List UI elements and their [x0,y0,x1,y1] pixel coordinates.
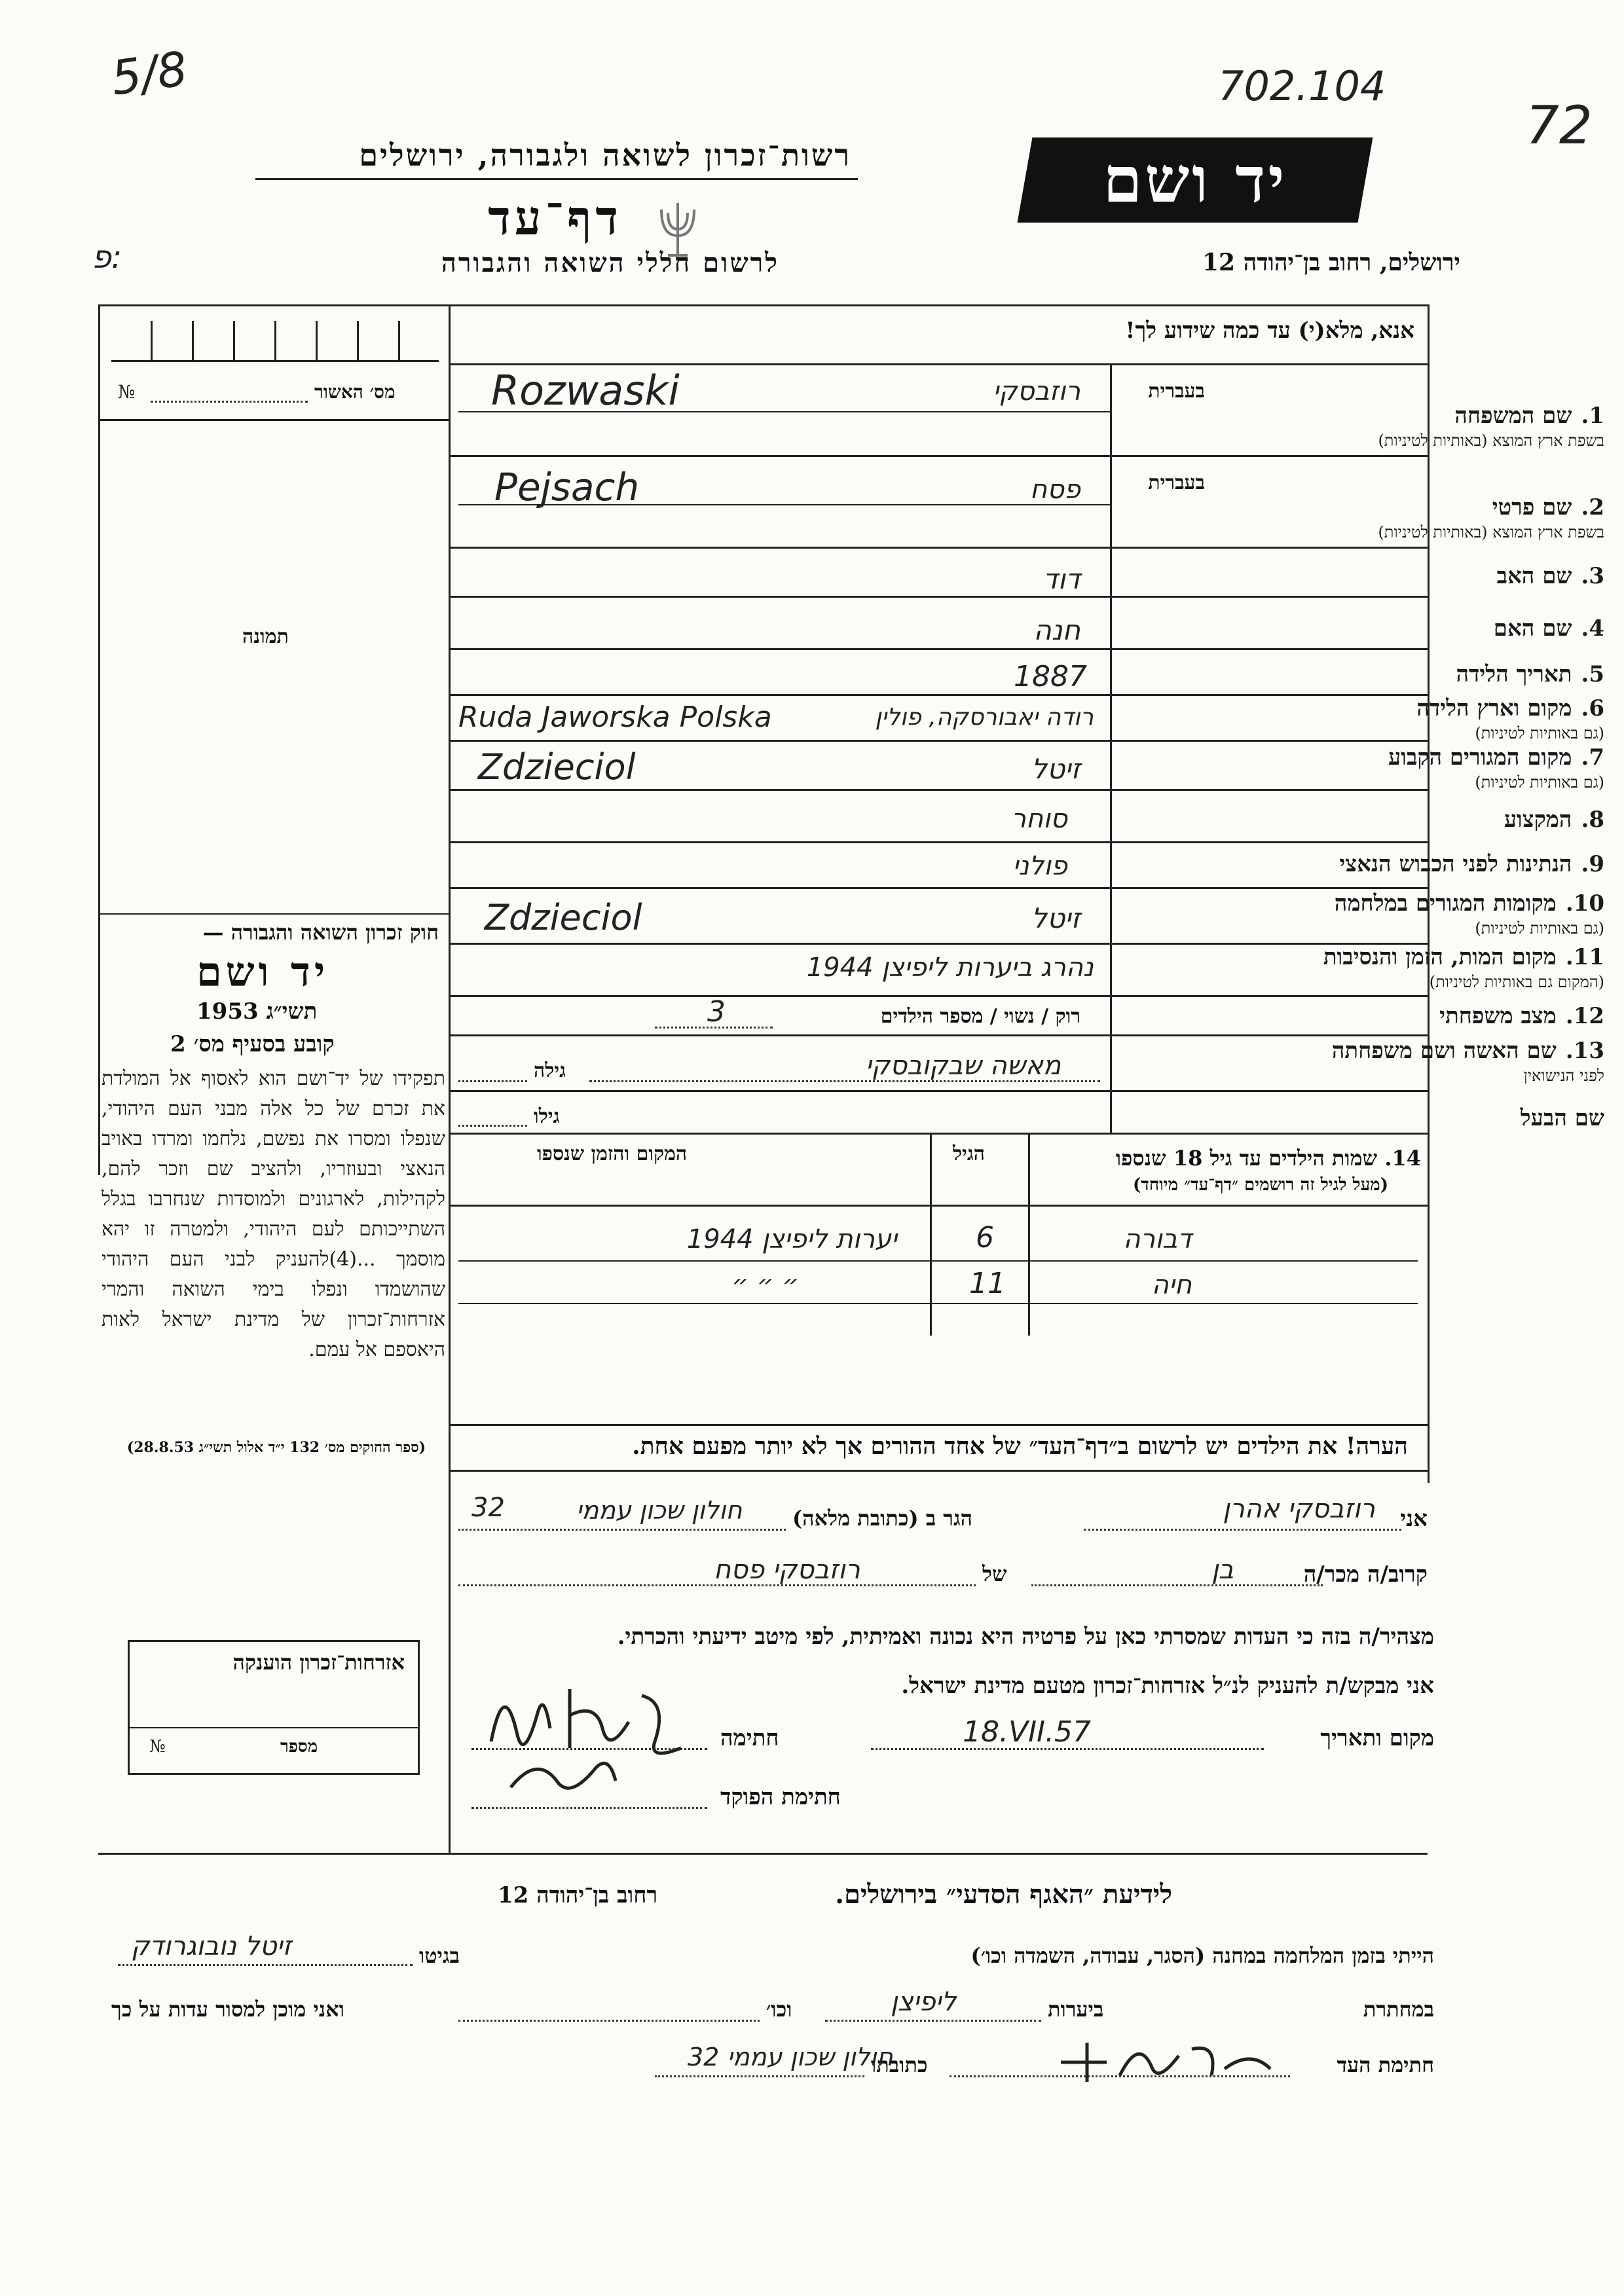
signature-label: חתימה [720,1725,779,1751]
field-label-4: 4.שם האם [1493,615,1604,642]
official-signature-field [471,1807,707,1809]
children-row-line-2 [458,1303,1418,1304]
wife-name-value[interactable]: מאשה שבקובסקי [865,1051,1061,1081]
children-count-value[interactable]: 3 [707,995,726,1029]
date-value[interactable]: 18.VII.57 [963,1715,1092,1749]
marital-status-options: רוק / נשוי / מספר הילדים [880,1005,1080,1028]
footer-title: לידיעת ״האגף הסדעי״ בירושלים. [835,1879,1172,1910]
sidebar-citation: (ספר החוקים מס׳ 132 י״ד אלול תשי״ג 28.8.53) [126,1439,426,1456]
declarant-address-value[interactable]: חולון שכון עממי [576,1496,743,1525]
birth-place-latin-value[interactable]: Ruda Jaworska Polska [458,701,772,734]
form-title: דף־עד [488,190,622,246]
field-label-11: 11.מקום המות, הזמן והנסיבות (המקום גם באותיות לטיניות) [1323,944,1604,991]
first-name-latin-value[interactable]: Pejsach [494,465,640,509]
child-1-name[interactable]: דבורה [1123,1224,1192,1254]
form-instruction: אנא, מלא(י) עד כמה שידוע לך! [1125,318,1414,344]
sidebar-section: קובע בסעיף מס׳ 2 [170,1031,335,1057]
children-col-divider-2 [930,1133,932,1336]
occupation-value[interactable]: סוחר [1011,804,1067,834]
field-label-7: 7.מקום המגורים הקבוע (גם באותיות לטיניות) [1388,744,1604,792]
husband-age-label: גילו [534,1105,560,1128]
field-label-5: 5.תאריך הלידה [1456,661,1604,687]
footer-forests-label: ביערות [1048,1997,1104,2022]
row-line-9 [449,887,1428,889]
children-section-subtitle: (מעל לגיל זה רושמים ״דף־עד״ מיוחד) [1132,1175,1388,1195]
relative-label: קרוב/ה מכר/ה [1303,1561,1428,1588]
child-1-age[interactable]: 6 [976,1221,994,1254]
footer-ghetto-label: בגיטו [419,1943,460,1968]
relation-field [1031,1584,1323,1586]
citizenship-number-line[interactable] [130,1727,418,1728]
frame-top [98,304,1428,306]
yad-vashem-logo [1018,137,1373,223]
citizenship-number-label: מספר [280,1737,318,1757]
field-label-12: 12.מצב משפחתי [1439,1003,1604,1029]
etc-field [458,2020,760,2022]
children-note: הערה! את הילדים יש לרשום ב״דף־העד״ של אחד ההורים אך לא יותר מפעם אחת. [632,1432,1408,1460]
label-column-divider [1110,363,1112,1133]
child-2-place[interactable]: ״ ״ ״ [731,1270,799,1300]
children-section-bottom [449,1424,1428,1426]
row-line-5 [449,694,1428,696]
husband-label: שם הבעל [1520,1105,1604,1131]
witness-address-field [655,2075,864,2077]
of-label: של [982,1561,1007,1586]
child-1-place[interactable]: יערות ליפיצן 1944 [686,1224,897,1254]
footer-camp-label: הייתי בזמן המלחמה במחנה (הסגר, עבודה, השמדה וכו׳) [970,1943,1434,1968]
declarant-name-field [1084,1529,1401,1531]
law-title: חוק זכרון השואה והגבורה — [202,920,439,945]
witness-signature-icon [1048,2023,1297,2095]
children-section-title: 14. שמות הילדים עד גיל 18 שנספו [1115,1146,1421,1171]
children-col-divider-1 [1028,1133,1030,1336]
citizenship-box [128,1640,420,1775]
first-name-hebrew-value[interactable]: פסח [1029,475,1080,505]
place-date-label: מקום ותאריך [1320,1725,1434,1751]
row-line-13 [449,1090,1428,1092]
wife-name-field [589,1080,1100,1082]
row-line-2 [449,547,1428,549]
row-line-4 [449,648,1428,650]
mother-name-value[interactable]: חנה [1033,614,1080,646]
forests-field [825,2020,1041,2022]
surname-hebrew-value[interactable]: רוזבסקי [993,376,1080,407]
nationality-value[interactable]: פולני [1012,851,1067,881]
relative-name-value[interactable]: רוזבסקי פסח [714,1555,860,1585]
authority-underline [255,178,858,180]
menorah-emblem-icon [648,196,707,262]
field-label-13: 13.שם האשה ושם משפחתה לפני הנישואין [1331,1038,1604,1085]
surname-latin-value[interactable]: Rozwaski [491,367,680,414]
citizenship-box-title: אזרחות־זכרון הוענקה [232,1650,405,1675]
photo-label: תמונה [242,625,289,648]
ghetto-value[interactable]: זיטל נובוגרודק [131,1931,292,1961]
logo-text: יד ושם [1103,143,1287,217]
place-date-field [871,1748,1264,1750]
header-address: ירושלים, רחוב בן־יהודה 12 [1202,249,1460,276]
row-line-7 [449,789,1428,791]
child-2-age[interactable]: 11 [969,1267,1006,1300]
children-row-line-1 [458,1260,1418,1262]
children-count-field [655,1027,773,1029]
row-line-12 [449,1034,1428,1036]
ghetto-field [118,1964,413,1966]
children-header-line [449,1205,1428,1207]
residence-latin-value[interactable]: Zdzieciol [478,746,636,788]
witness-signature-label: חתימת העד [1337,2052,1434,2077]
footer-etc-label: וכו׳ [766,1997,792,2022]
death-place-value[interactable]: נהרג ביערות ליפיצן 1944 [806,953,1094,983]
approval-number-sign: № [118,381,136,403]
witness-address-value[interactable]: חולון שכון עממי 32 [688,2043,893,2071]
tick-boxes [111,321,439,362]
frame-form-left [449,304,451,1853]
sidebar-logo: יד ושם [196,948,329,996]
field-label-1: 1.שם המשפחה בשפת ארץ המוצא (באותיות לטיניות) [1378,403,1604,450]
witness-address-label: כתובתו [871,2052,928,2077]
row-line-6 [449,740,1428,742]
field-label-8: 8.המקצוע [1504,807,1604,833]
declarant-address-detail[interactable]: 32 [471,1493,505,1523]
official-signature-icon [498,1741,629,1807]
row-line-3 [449,596,1428,598]
hebrew-word-2: בעברית [1148,471,1205,494]
declarant-name-value[interactable]: רוזבסקי אהרן [1223,1494,1375,1524]
residence-hebrew-value[interactable]: זיטל [1031,753,1080,785]
child-2-name[interactable]: חיה [1151,1270,1192,1300]
field-label-3: 3.שם האב [1496,563,1604,589]
field-label-10: 10.מקומות המגורים במלחמה (גם באותיות לטיניות) [1334,890,1604,938]
field-label-9: 9.הנתינות לפני הכבוש הנאצי [1339,851,1604,877]
father-name-value[interactable]: דוד [1043,563,1080,595]
citizenship-number-sign: № [149,1737,166,1757]
approval-underline [98,419,449,421]
children-age-header: הגיל [953,1142,986,1165]
wife-age-label: גילה [534,1059,566,1082]
sidebar-top-line [98,913,449,915]
birth-date-value[interactable]: 1887 [1014,660,1087,693]
declarant-address-field [458,1529,786,1531]
annotation-code: 702.104 [1218,62,1386,110]
row-line-1 [449,455,1428,457]
declaration-i-label: אני [1400,1506,1428,1532]
instruction-bottom [449,363,1428,365]
declaration-statement: מצהיר/ה בזה כי העדות שמסרתי כאן על פרטיה היא נכונה ואמיתית, לפי מיטב ידיעתי והכרתי. [617,1624,1434,1650]
form-subtitle: לרשום חללי השואה והגבורה [441,247,779,278]
forests-value[interactable]: ליפיצן [891,1987,957,2017]
field-label-6: 6.מקום וארץ הלידה (גם באותיות לטיניות) [1416,695,1604,742]
sidebar-year: תשי״ג 1953 [196,998,318,1025]
approval-label: מס׳ האשור [314,381,396,403]
sidebar-body: תפקידו של יד־ושם הוא לאסוף אל המולדת את זכרם של כל אלה מבני העם היהודי, שנפלו ומסרו את נפשם, נלחמו ומרדו באויב הנאצי ובעוזריו, ולהציב שם וזכר להם, לקהילות, לארגונים ולמוסדות שנחרבו בגלל השתייכותם לעם היהודי, ולמטרה זו יהא מוסמך ...(4)להעניק לבני העם היהודי שהושמדו ונפלו בימי השואה והמרי אזרחות־זכרון של מדינת ישראל לאות היאספם אל עמם. [101,1067,445,1361]
hebrew-word-1: בעברית [1148,380,1205,403]
husband-age-field [458,1125,527,1127]
authority-title: רשות־זכרון לשואה ולגבורה, ירושלים [359,137,851,173]
note-bottom-line [449,1470,1428,1472]
footer-address: רחוב בן־יהודה 12 [498,1882,658,1908]
annotation-left-mark: פ: [92,239,122,276]
annotation-number: 72 [1526,95,1593,156]
relation-value[interactable]: בן [1211,1555,1234,1585]
footer-hiding-label: במחתרת [1363,1997,1434,2022]
annotation-top-left: 5/8 [107,41,191,106]
footer-top-line [98,1853,1428,1855]
children-place-header: המקום והזמן שנספו [537,1142,688,1165]
row-line-8 [449,841,1428,843]
row-line-14 [449,1133,1428,1135]
row-line-11 [449,995,1428,997]
war-residence-hebrew-value[interactable]: זיטל [1031,902,1080,934]
relative-name-field [458,1584,976,1586]
approval-number-field[interactable] [151,401,308,403]
war-residence-latin-value[interactable]: Zdzieciol [485,897,642,938]
resides-label: הגר ב (כתובת מלאה) [792,1506,972,1531]
row-line-10 [449,943,1428,945]
frame-left-panel-edge [98,304,100,1175]
birth-place-hebrew-value[interactable]: רודה יאבורסקה, פולין [875,704,1094,731]
field-label-2: 2.שם פרטי בשפת ארץ המוצא (באותיות לטיניות) [1378,494,1604,541]
wife-age-field [458,1080,527,1082]
footer-ready-label: ואני מוכן למסור עדות על כך [111,1997,344,2022]
official-signature-label: חתימת הפוקד [720,1784,841,1810]
declaration-request: אני מבקש/ת להעניק לנ״ל אזרחות־זכרון מטעם מדינת ישראל. [901,1673,1434,1699]
